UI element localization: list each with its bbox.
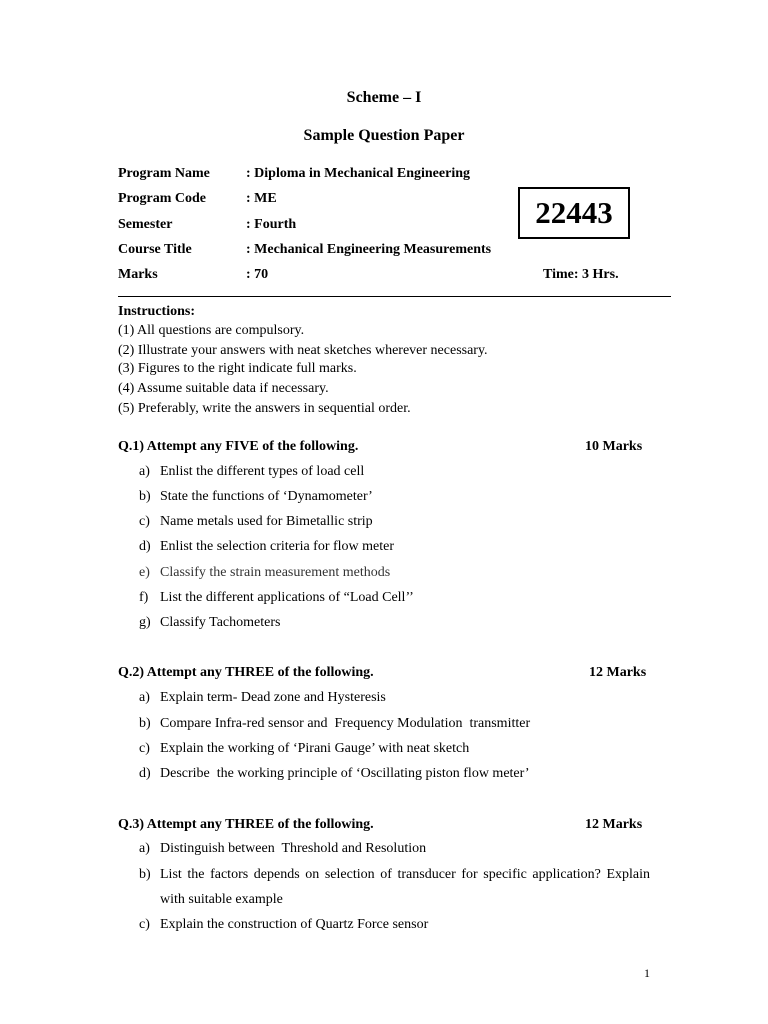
instruction-item: (5) Preferably, write the answers in sequential order. [118, 401, 411, 416]
semester-label: Semester [118, 217, 173, 232]
course-title-label: Course Title [118, 242, 192, 257]
q2-item-letter: b) [139, 716, 151, 731]
q1-item-text: State the functions of ‘Dynamometer’ [160, 489, 373, 504]
q1-item-text: Enlist the selection criteria for flow meter [160, 539, 395, 554]
q1-item-letter: c) [139, 514, 150, 529]
q3-item-text: Explain the construction of Quartz Force sensor [160, 917, 429, 932]
question-3-title: Q.3) Attempt any THREE of the following. [118, 817, 374, 832]
marks-value: : 70 [246, 267, 269, 282]
page-number: 1 [644, 966, 650, 980]
question-1-title: Q.1) Attempt any FIVE of the following. [118, 439, 359, 454]
q2-item-text: Explain the working of ‘Pirani Gauge’ with neat sketch [160, 741, 470, 756]
q2-item-letter: a) [139, 690, 150, 705]
program-name-label: Program Name [118, 166, 210, 181]
q1-item-text: Enlist the different types of load cell [160, 464, 365, 479]
q3-item-text: Distinguish between Threshold and Resolution [160, 841, 427, 856]
question-3-marks: 12 Marks [585, 817, 643, 832]
q2-item-text: Compare Infra-red sensor and Frequency Modulation transmitter [160, 716, 531, 731]
scheme-heading: Scheme – I [346, 89, 422, 106]
marks-label: Marks [118, 267, 158, 282]
q1-item-text: Classify Tachometers [160, 615, 281, 630]
q3-item-letter: c) [139, 917, 150, 932]
paper-title: Sample Question Paper [303, 127, 465, 144]
q1-item-text: List the different applications of “Load Cell’’ [160, 590, 414, 605]
course-title-value: : Mechanical Engineering Measurements [246, 242, 492, 257]
program-code-label: Program Code [118, 191, 206, 206]
q1-item-text: Classify the strain measurement methods [160, 565, 391, 580]
instructions-heading: Instructions: [118, 304, 196, 319]
q1-item-letter: b) [139, 489, 151, 504]
q3-item-text-continuation: with suitable example [160, 892, 283, 907]
semester-value: : Fourth [246, 217, 297, 232]
instruction-item: (1) All questions are compulsory. [118, 323, 305, 338]
q2-item-letter: c) [139, 741, 150, 756]
q1-item-letter: d) [139, 539, 151, 554]
q2-item-text: Explain term- Dead zone and Hysteresis [160, 690, 386, 705]
q1-item-letter: g) [139, 615, 151, 630]
q2-item-letter: d) [139, 766, 151, 781]
q1-item-letter: f) [139, 590, 149, 605]
q3-item-letter: a) [139, 841, 150, 856]
q3-item-text: List the factors depends on selection of transducer for specific application? Explain [160, 867, 650, 882]
exam-time: Time: 3 Hrs. [543, 267, 619, 282]
question-1-marks: 10 Marks [585, 439, 643, 454]
q1-item-text: Name metals used for Bimetallic strip [160, 514, 373, 529]
header-divider [118, 296, 671, 297]
q2-item-text: Describe the working principle of ‘Oscillating piston flow meter’ [160, 766, 530, 781]
program-name-value: : Diploma in Mechanical Engineering [246, 166, 470, 181]
instruction-item: (4) Assume suitable data if necessary. [118, 381, 329, 396]
course-code-box: 22443 [518, 187, 630, 239]
q3-item-letter: b) [139, 867, 151, 882]
question-2-title: Q.2) Attempt any THREE of the following. [118, 665, 374, 680]
instruction-item: (2) Illustrate your answers with neat sketches wherever necessary. [118, 343, 488, 358]
program-code-value: : ME [246, 191, 277, 206]
q1-item-letter: a) [139, 464, 150, 479]
instruction-item: (3) Figures to the right indicate full marks. [118, 361, 357, 376]
q1-item-letter: e) [139, 565, 150, 580]
question-2-marks: 12 Marks [589, 665, 647, 680]
